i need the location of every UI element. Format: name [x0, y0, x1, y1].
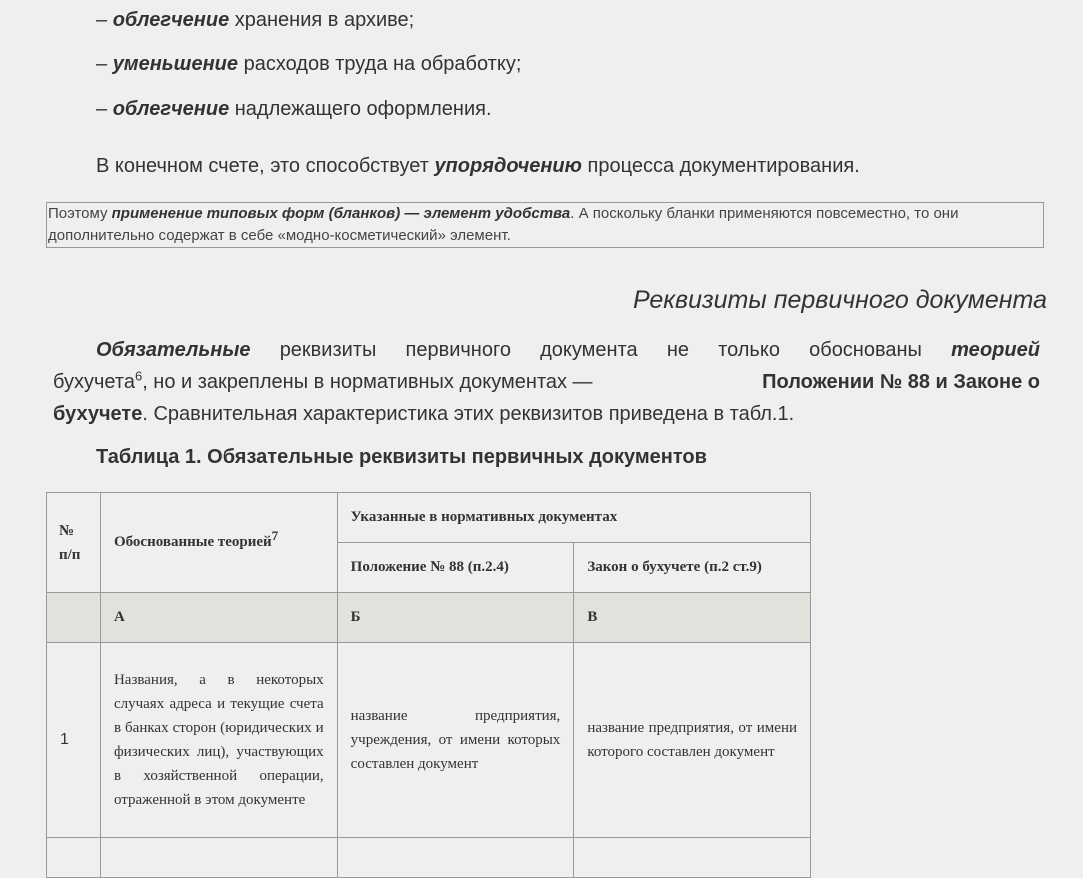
header-theory: Обоснованные теорией$^7$ [100, 493, 337, 593]
boxed-note: Поэтому применение типовых форм (бланков) — элемент удобства. А поскольку бланки применяются повсеместно, то они дополнительно содержат в себе «модно-косметический» элемент. [46, 202, 1044, 248]
paragraph-line: бухучета$^6$, но и закреплены в нормативных документах — Положении № 88 и Законе о [53, 368, 1040, 393]
bullet-item [96, 8, 414, 32]
section-title: Реквизиты первичного документа [632, 286, 1047, 314]
bullet-emphasis: облегчение [112, 9, 230, 31]
note-emphasis: применение типовых форм (бланков) — элемент удобства [111, 205, 571, 222]
law-cell: название предприятия, от имени которого составлен документ [574, 643, 811, 838]
bullet-emphasis: уменьшение [112, 53, 239, 75]
header-normative: Указанные в нормативных документах [337, 493, 810, 543]
table-caption: Таблица 1. Обязательные реквизиты первичных документов [96, 446, 707, 468]
table-row [47, 643, 811, 838]
header-pos88: Положение № 88 (п.2.4) [337, 543, 574, 593]
paragraph-line: Обязательные реквизиты первичного документа не только обоснованы теорией [96, 339, 1040, 361]
requisites-table [46, 492, 811, 878]
row-number: 1 [47, 643, 101, 838]
bullet-text: хранения в архиве; [229, 9, 415, 31]
footnote-ref[interactable]: 6 [134, 368, 143, 384]
bullet-emphasis: облегчение [112, 98, 230, 120]
conclusion-emphasis: упорядочению [434, 155, 582, 177]
pos88-cell: название предприятия, учреждения, от имени которых составлен документ [337, 643, 574, 838]
requisites-paragraph [53, 334, 1040, 430]
bullet-item [96, 97, 492, 121]
conclusion-paragraph: В конечном счете, это способствует упорядочению процесса документирования. [96, 155, 860, 177]
bullet-text: надлежащего оформления. [229, 98, 492, 120]
header-law: Закон о бухучете (п.2 ст.9) [574, 543, 811, 593]
letter-cell: Б [337, 593, 574, 643]
letter-cell: В [574, 593, 811, 643]
bullet-text: расходов труда на обработку; [238, 53, 522, 75]
letter-cell-empty [47, 593, 101, 643]
theory-cell: Названия, а в некоторых случаях адреса и текущие счета в банках сторон (юридических и физических лиц), участвующих в хозяйственной операции, отраженной в этом документе [100, 643, 337, 838]
table-header-row [47, 493, 811, 543]
table-row [47, 838, 811, 878]
bullet-dash: – [96, 9, 108, 31]
bullet-item [96, 52, 521, 76]
table-letter-row [47, 593, 811, 643]
header-num: № п/п [47, 493, 101, 593]
paragraph-line: бухучете . Сравнительная характеристика этих реквизитов приведена в табл.1. [53, 403, 795, 425]
bullet-dash: – [96, 53, 108, 75]
footnote-ref[interactable]: 7 [271, 528, 279, 543]
bullet-dash: – [96, 98, 108, 120]
letter-cell: А [100, 593, 337, 643]
